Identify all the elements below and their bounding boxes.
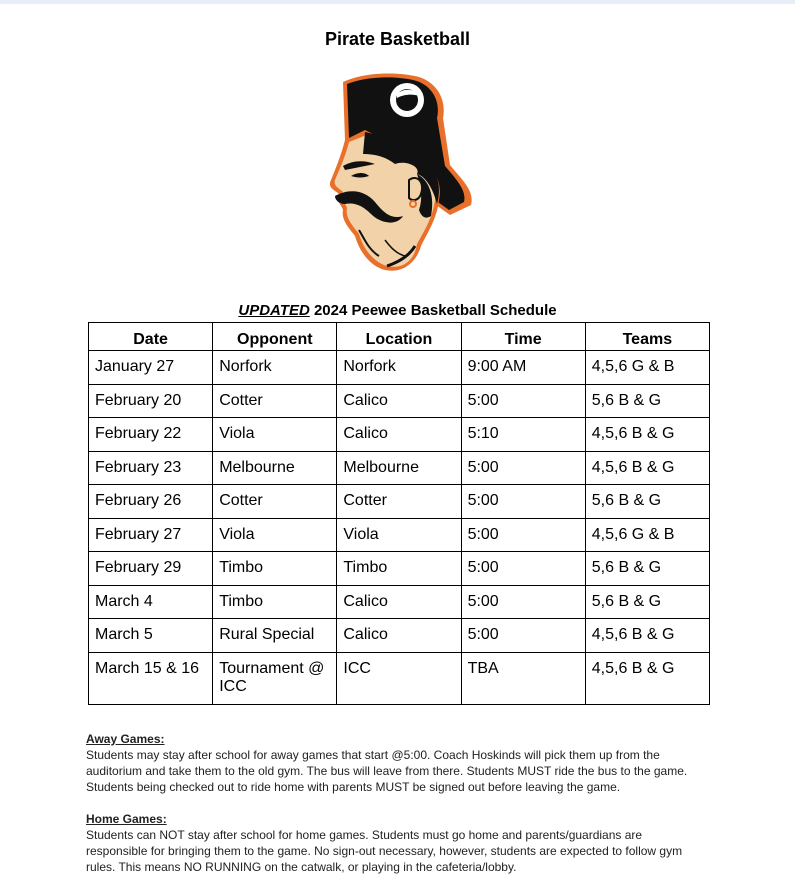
cell-opponent: Tournament @ ICC bbox=[213, 652, 337, 704]
home-games-heading: Home Games: bbox=[86, 812, 167, 826]
cell-teams: 4,5,6 B & G bbox=[585, 451, 709, 485]
cell-date: February 29 bbox=[89, 552, 213, 586]
table-row bbox=[89, 485, 710, 519]
header-teams: Teams bbox=[585, 323, 709, 351]
cell-time: 5:00 bbox=[461, 585, 585, 619]
cell-location: Melbourne bbox=[337, 451, 461, 485]
cell-opponent: Timbo bbox=[213, 552, 337, 586]
cell-teams: 5,6 B & G bbox=[585, 552, 709, 586]
header-location: Location bbox=[337, 323, 461, 351]
cell-date: February 26 bbox=[89, 485, 213, 519]
cell-opponent: Viola bbox=[213, 518, 337, 552]
table-row bbox=[89, 585, 710, 619]
table-row bbox=[89, 451, 710, 485]
cell-date: February 22 bbox=[89, 418, 213, 452]
cell-opponent: Norfork bbox=[213, 351, 337, 385]
cell-time: 5:00 bbox=[461, 619, 585, 653]
cell-time: 5:00 bbox=[461, 518, 585, 552]
cell-time: 5:00 bbox=[461, 384, 585, 418]
table-row bbox=[89, 552, 710, 586]
notes-section bbox=[86, 731, 726, 875]
cell-time: 5:10 bbox=[461, 418, 585, 452]
cell-opponent: Rural Special bbox=[213, 619, 337, 653]
cell-location: Norfork bbox=[337, 351, 461, 385]
cell-teams: 4,5,6 G & B bbox=[585, 518, 709, 552]
cell-teams: 5,6 B & G bbox=[585, 585, 709, 619]
table-header-row bbox=[89, 323, 710, 351]
cell-location: Calico bbox=[337, 585, 461, 619]
table-row bbox=[89, 619, 710, 653]
cell-opponent: Cotter bbox=[213, 384, 337, 418]
home-games-line: Students can NOT stay after school for home games. Students must go home and parents/guardians are bbox=[86, 828, 643, 842]
away-games-heading: Away Games: bbox=[86, 732, 165, 746]
cell-location: Timbo bbox=[337, 552, 461, 586]
cell-teams: 4,5,6 B & G bbox=[585, 619, 709, 653]
away-games-line: auditorium and take them to the old gym. The bus will leave from there. Students MUST ride the bus to the game. bbox=[86, 764, 688, 778]
schedule-heading-text: 2024 Peewee Basketball Schedule bbox=[309, 302, 557, 319]
table-row bbox=[89, 518, 710, 552]
table-row bbox=[89, 384, 710, 418]
table-row bbox=[89, 652, 710, 704]
cell-opponent: Timbo bbox=[213, 585, 337, 619]
cell-time: 5:00 bbox=[461, 552, 585, 586]
cell-time: TBA bbox=[461, 652, 585, 704]
schedule-heading bbox=[0, 302, 795, 320]
cell-teams: 5,6 B & G bbox=[585, 384, 709, 418]
cell-time: 5:00 bbox=[461, 451, 585, 485]
table-row bbox=[89, 351, 710, 385]
cell-date: January 27 bbox=[89, 351, 213, 385]
cell-location: Calico bbox=[337, 619, 461, 653]
cell-opponent: Melbourne bbox=[213, 451, 337, 485]
spacer bbox=[86, 795, 726, 811]
page-title: Pirate Basketball bbox=[324, 29, 471, 49]
header-time: Time bbox=[461, 323, 585, 351]
schedule-table bbox=[88, 322, 710, 705]
cell-date: March 15 & 16 bbox=[89, 652, 213, 704]
home-games-line: responsible for bringing them to the game. No sign-out necessary, however, students are expected to follow gym bbox=[86, 844, 683, 858]
cell-location: Cotter bbox=[337, 485, 461, 519]
cell-location: Calico bbox=[337, 418, 461, 452]
cell-time: 5:00 bbox=[461, 485, 585, 519]
cell-location: ICC bbox=[337, 652, 461, 704]
cell-date: February 23 bbox=[89, 451, 213, 485]
home-games-line: rules. This means NO RUNNING on the catwalk, or playing in the cafeteria/lobby. bbox=[86, 860, 517, 874]
header-opponent: Opponent bbox=[213, 323, 337, 351]
updated-label: UPDATED bbox=[238, 302, 310, 319]
pirate-mascot-logo bbox=[325, 70, 477, 275]
cell-date: February 20 bbox=[89, 384, 213, 418]
cell-location: Calico bbox=[337, 384, 461, 418]
cell-teams: 5,6 B & G bbox=[585, 485, 709, 519]
cell-teams: 4,5,6 B & G bbox=[585, 652, 709, 704]
cell-time: 9:00 AM bbox=[461, 351, 585, 385]
cell-date: February 27 bbox=[89, 518, 213, 552]
cell-teams: 4,5,6 G & B bbox=[585, 351, 709, 385]
cell-opponent: Viola bbox=[213, 418, 337, 452]
header-date: Date bbox=[89, 323, 213, 351]
cell-date: March 4 bbox=[89, 585, 213, 619]
away-games-line: Students may stay after school for away games that start @5:00. Coach Hoskinds will pick them up from the bbox=[86, 748, 660, 762]
cell-opponent: Cotter bbox=[213, 485, 337, 519]
top-bar bbox=[0, 0, 795, 4]
table-row bbox=[89, 418, 710, 452]
away-games-line: Students being checked out to ride home with parents MUST be signed out before leaving the game. bbox=[86, 780, 621, 794]
cell-date: March 5 bbox=[89, 619, 213, 653]
cell-location: Viola bbox=[337, 518, 461, 552]
cell-teams: 4,5,6 B & G bbox=[585, 418, 709, 452]
